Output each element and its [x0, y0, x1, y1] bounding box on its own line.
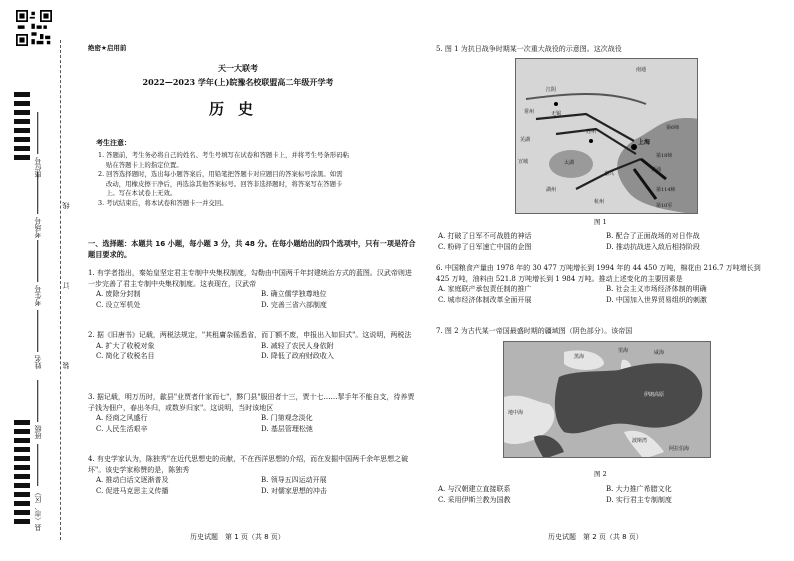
footer-left: 历史试题 第 1 页（共 8 页） — [190, 533, 285, 541]
map-label: 伊朗高原 — [644, 392, 665, 398]
option-list — [88, 341, 418, 363]
union-name: 天一大联考 — [218, 63, 258, 73]
map-label: 黑海 — [574, 354, 585, 360]
map-label: 芜湖 — [520, 137, 531, 143]
option[interactable]: A. 打破了日军不可战胜的神话 — [438, 232, 532, 240]
option-list — [436, 284, 766, 306]
option[interactable]: B. 确立儒学独尊地位 — [261, 290, 327, 298]
option-list — [436, 231, 766, 253]
option[interactable]: D. 中国加入世界贸易组织的刺激 — [606, 295, 707, 304]
option[interactable]: A. 推动白话文逐渐普及 — [96, 476, 169, 484]
cut-word-ding: 订 — [62, 282, 70, 289]
map-label: 第10军 — [656, 203, 673, 209]
question-stem: 4. 有史学家认为，陈独秀"在近代思想史的贡献，不在西洋思想的介绍，而在发掘中国两千余年思想之破坏"。该史学家称赞的是，陈独秀 — [88, 455, 409, 474]
figure-1-battle-map — [515, 58, 698, 214]
notice-item: 1. 答题前，考生务必将自己的姓名、考生号填写在试卷和答题卡上，并将考生号条形码粘 — [98, 151, 349, 159]
question-7-options — [436, 484, 766, 506]
map-label: 嘉兴 — [604, 171, 615, 177]
county-field[interactable]: 县（市、区） — [34, 444, 43, 531]
option[interactable]: A. 废除分封制 — [96, 290, 141, 298]
map-label: 第18师 — [656, 153, 673, 159]
option[interactable]: A. 家庭联产承包责任制的推广 — [438, 285, 532, 293]
empire-map-svg — [504, 342, 711, 458]
subject-title: 历史 — [208, 100, 267, 118]
notice-item: 2. 回答选择题时，选出每小题答案后，用铅笔把答题卡对应题目的答案标号涂黑。如需 — [98, 170, 343, 179]
option-list — [88, 475, 418, 497]
map-label: 江阴 — [546, 87, 557, 93]
barcode-strip-top — [14, 92, 30, 164]
question-4 — [88, 454, 418, 497]
question-3 — [88, 392, 418, 435]
map-label: 黄浦 — [651, 167, 662, 173]
city-marker-shanghai — [631, 144, 637, 150]
question-7-stem: 7. 图 2 为古代某一帝国最盛时期的疆域图（阴色部分）。该帝国 — [436, 327, 633, 335]
notice-title: 考生注意： — [96, 139, 131, 147]
option[interactable]: C. 促进马克思主义传播 — [96, 486, 169, 495]
figure-2-empire-map — [503, 341, 711, 458]
question-1 — [88, 268, 418, 311]
map-label: 上海 — [638, 139, 651, 146]
option[interactable]: B. 领导五四运动开展 — [261, 476, 327, 484]
question-6 — [436, 263, 766, 306]
binding-margin — [0, 0, 82, 561]
notice-list — [98, 151, 418, 208]
option[interactable]: D. 推动抗战进入敌后相持阶段 — [606, 242, 700, 251]
exam-title: 2022—2023 学年(上)皖豫名校联盟高二年级开学考 — [142, 77, 334, 87]
footer-right: 历史试题 第 2 页（共 8 页） — [548, 533, 643, 541]
option[interactable]: B. 社会主义市场经济体制的明确 — [606, 285, 707, 293]
notice-item: 3. 考试结束后，将本试卷和答题卡一并交回。 — [98, 198, 228, 207]
figure-2-caption: 图 2 — [594, 470, 607, 478]
city-marker — [589, 139, 593, 143]
map-label: 南通 — [636, 67, 647, 73]
question-5-stem: 5. 图 1 为抗日战争时期某一次重大战役的示意图。这次战役 — [436, 45, 622, 53]
question-stem: 6. 中国粮食产量由 1978 年的 30 477 万吨增长到 1994 年的 44 450 万吨，棉花由 216.7 万吨增长到 425 万吨，油料由 521.8 万吨增长到 1 984 万吨。推动上述变化的主要因素是 — [436, 264, 761, 283]
cut-line — [60, 40, 61, 540]
figure-1-caption: 图 1 — [594, 218, 607, 226]
option[interactable]: D. 基层管理松弛 — [261, 424, 313, 433]
map-label: 里海 — [618, 348, 629, 354]
map-label: 阿拉伯海 — [669, 446, 690, 452]
barcode-strip-bottom — [14, 420, 30, 528]
map-label: 常州 — [524, 109, 535, 115]
candidate-number-field[interactable]: 考生号 — [34, 240, 43, 306]
notice-item: 改动，用橡皮擦干净后，再选涂其他答案标号。回答非选择题时，将答案写在答题卡 — [106, 179, 343, 188]
question-2 — [88, 330, 418, 362]
question-stem: 2. 据《旧唐书》记载，两税法规定，"其租庸杂徭悉省，而丁额不废，申报出入如旧式"。这说明，两税法 — [88, 331, 412, 339]
notice-item: 上。写在本试卷上无效。 — [106, 189, 177, 198]
option[interactable]: C. 粉碎了日军速亡中国的企图 — [438, 242, 532, 251]
option[interactable]: B. 大力推广希腊文化 — [606, 485, 672, 493]
map-label: 第114师 — [656, 187, 676, 193]
map-label: 无锡 — [551, 111, 562, 117]
option[interactable]: C. 采用伊斯兰教为国教 — [438, 495, 511, 504]
option[interactable]: D. 实行君主专制制度 — [606, 495, 672, 504]
option[interactable]: C. 设立军机处 — [96, 300, 141, 309]
option-list — [88, 289, 418, 311]
exam-room-field[interactable]: 考场号 — [34, 172, 43, 238]
option[interactable]: A. 扩大了收税对象 — [96, 341, 155, 350]
cut-word-zhuang: 装 — [62, 362, 70, 369]
option[interactable]: D. 对儒家思想的冲击 — [261, 486, 327, 495]
option-list — [436, 484, 766, 506]
section-heading: 一、选择题：本题共 16 小题，每小题 3 分，共 48 分。在每小题给出的四个选项中，只有一项是符合题目要求的。 — [88, 239, 416, 260]
option-list — [88, 413, 418, 435]
option[interactable]: C. 人民生活艰辛 — [96, 424, 148, 433]
option[interactable]: B. 配合了正面战场的对日作战 — [606, 232, 700, 240]
map-label: 苏州 — [586, 129, 597, 135]
name-field[interactable]: 姓名 — [34, 310, 43, 369]
option[interactable]: A. 与汉朝建立直接联系 — [438, 485, 511, 493]
option[interactable]: B. 减轻了农民人身依附 — [261, 341, 334, 350]
question-stem: 3. 据记载，明万历时，歙县"业贾者什家而七"，黟门县"服田者十三，贾十七……挈手年不能自支，待养贾子钱为佃户，春出冬归，或数岁归家"。这说明，当时该地区 — [88, 393, 415, 412]
map-label: 宣城 — [518, 159, 529, 165]
option[interactable]: D. 降低了政府财政收入 — [261, 352, 334, 361]
map-label: 地中海 — [508, 410, 524, 416]
map-label: 第6师 — [666, 125, 680, 131]
question-5-options — [436, 231, 766, 253]
option[interactable]: D. 完善三省六部制度 — [261, 300, 327, 309]
map-label: 太湖 — [564, 160, 575, 166]
cut-word-line: 线 — [62, 202, 70, 209]
city-marker — [554, 102, 558, 106]
secret-mark: 绝密★启用前 — [88, 44, 127, 52]
map-label: 湖州 — [546, 187, 557, 193]
notice-item: 贴在答题卡上的指定位置。 — [106, 160, 183, 169]
map-label: 咸海 — [654, 350, 665, 356]
class-field[interactable]: 班级 — [34, 380, 43, 439]
qr-code-icon — [16, 10, 52, 46]
option[interactable]: C. 简化了收税名目 — [96, 352, 155, 361]
map-label: 杭州 — [594, 199, 605, 205]
option[interactable]: C. 城市经济体制改革全面开展 — [438, 295, 532, 304]
map-label: 波斯湾 — [632, 438, 648, 444]
option[interactable]: A. 经商之风盛行 — [96, 414, 148, 422]
question-stem: 1. 有学者指出，秦始皇坚定君主专制中央集权制度，勾勒由中国两千年封建统治方式的蓝图。汉武帝则进一步完善了君主专制中央集权制度。这表现在，汉武帝 — [88, 269, 412, 288]
seat-number-field[interactable]: 座位号 — [34, 112, 43, 178]
option[interactable]: B. 门第观念淡化 — [261, 414, 313, 422]
